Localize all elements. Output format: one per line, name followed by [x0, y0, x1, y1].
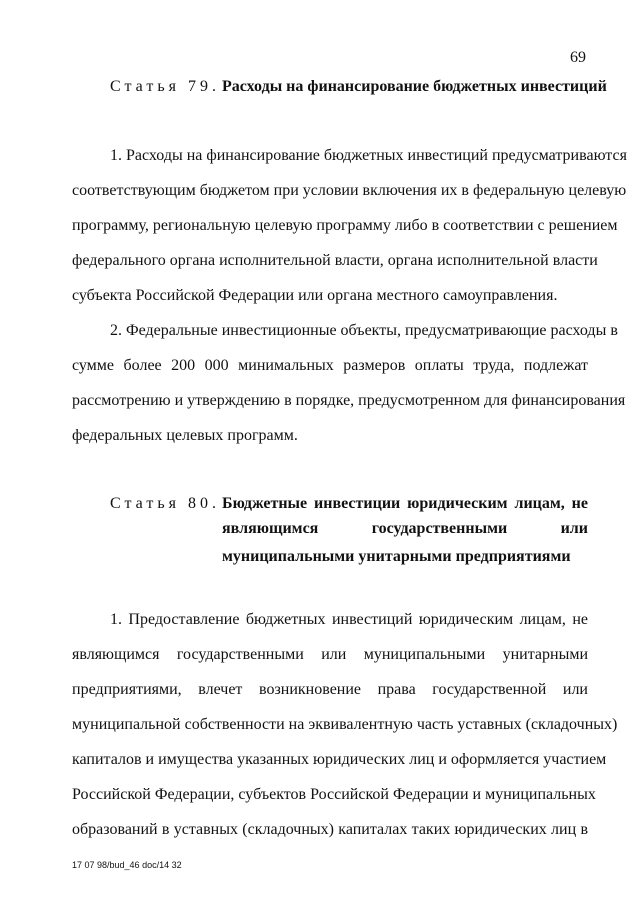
article-80-line: предприятиями, влечет возникновение права государственной или	[72, 681, 588, 698]
article-79-title: Расходы на финансирование бюджетных инвестиций	[222, 78, 607, 95]
document-footer: 17 07 98/bud_46 doc/14 32	[72, 860, 182, 870]
article-79-line: 2. Федеральные инвестиционные объекты, предусматривающие расходы в	[110, 322, 618, 339]
article-79-line: программу, региональную целевую программу либо в соответствии с решением	[72, 217, 618, 234]
article-80-line: образований в уставных (складочных) капиталах таких юридических лиц в	[72, 821, 588, 838]
article-80-line: являющимся государственными или муниципальными унитарными	[72, 646, 588, 663]
article-79-line: рассмотрению и утверждению в порядке, предусмотренном для финансирования	[72, 392, 626, 409]
article-79-line: федерального органа исполнительной власти, органа исполнительной власти	[72, 252, 598, 269]
article-79-line: 1. Расходы на финансирование бюджетных инвестиций предусматриваются	[110, 147, 627, 164]
article-80-title-line: являющимся государственными или	[222, 520, 588, 537]
article-80-line: муниципальной собственности на эквивалентную часть уставных (складочных)	[72, 716, 618, 733]
article-79-label: Статья 79.	[110, 78, 220, 95]
article-80-label: Статья 80.	[110, 495, 220, 512]
article-79-line: сумме более 200 000 минимальных размеров оплаты труда, подлежат	[72, 357, 588, 374]
article-80-line: Российской Федерации, субъектов Российской Федерации и муниципальных	[72, 786, 596, 803]
article-79-line: соответствующим бюджетом при условии включения их в федеральную целевую	[72, 182, 627, 199]
article-80-line: 1. Предоставление бюджетных инвестиций юридическим лицам, не	[110, 611, 588, 628]
page-number: 69	[570, 49, 586, 66]
article-80-line: капиталов и имущества указанных юридических лиц и оформляется участием	[72, 751, 607, 768]
article-80-title-line: Бюджетные инвестиции юридическим лицам, не	[222, 495, 588, 512]
article-79-line: субъекта Российской Федерации или органа местного самоуправления.	[72, 287, 558, 304]
article-79-line: федеральных целевых программ.	[72, 427, 298, 444]
article-80-title-line: муниципальными унитарными предприятиями	[222, 548, 571, 565]
